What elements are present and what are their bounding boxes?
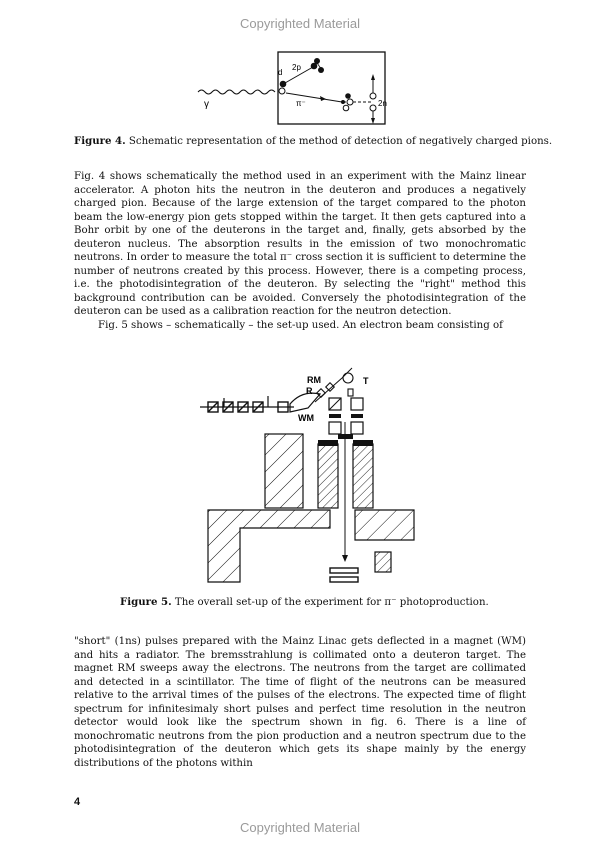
target-circle [343,373,353,383]
figure-4-caption-label: Figure 4. [74,135,126,147]
body-text-bottom [74,635,526,770]
shield-block-mid-b [353,444,373,508]
deuteron-proton [280,81,287,88]
photon-wavy-line [198,90,275,94]
r-label: R [306,386,313,396]
wm-magnet [290,393,320,412]
gamma-label: γ [204,99,209,110]
shield-block-left [265,434,303,508]
floor-shielding [208,510,330,582]
wm-label: WM [298,413,314,423]
watermark-bottom: Copyrighted Material [240,820,360,835]
rm-label: RM [307,375,321,385]
neutron-out-a [370,93,376,99]
figure-4-caption-text: Schematic representation of the method of detection of negatively charged pions. [128,136,553,147]
shield-block-mid-a [318,444,338,508]
figure-4-diagram [190,50,410,126]
figure-5-caption-label: Figure 5. [120,596,172,608]
absorption-dot [345,93,351,99]
neutron-out-b [370,105,376,111]
neutron-circle [279,88,285,94]
figure-5-caption [120,596,489,609]
paragraph-1: Fig. 4 shows schematically the method used in an experiment with the Mainz linear accelerator. A photon hits the neutron in the deuteron and produces a negatively charged pion. Because of the large extension of the target compared to the photon beam the low-energy pion gets stopped within the target. It then gets captured into a Bohr orbit by one of the deuterons in the target and, finally, gets absorbed by the deuteron nucleus. The absorption results in the emission of two monochromatic neutrons. In order to measure the total π⁻ cross section it is sufficient to determine the number of neutrons created by this process. However, there is a competing process, i.e. the photodisintegration of the deuteron. By selecting the "right" method this background contribution can be avoided. Conversely the photodisintegration of the deuteron can be used as a calibration reaction for the neutron detection. [74,171,526,318]
pi-minus-label: π⁻ [296,99,306,108]
figure-5-diagram [190,360,420,592]
watermark-top: Copyrighted Material [240,16,360,31]
figure-4-caption [74,135,552,148]
proton-dot-c [318,67,324,73]
figure-5-caption-text: The overall set-up of the experiment for π⁻ photoproduction. [174,597,489,608]
page-number: 4 [74,796,81,808]
paragraph-3: "short" (1ns) pulses prepared with the Mainz Linac gets deflected in a magnet (WM) and hits a radiator. The bremsstrahlung is collimated onto a deuteron target. The magnet RM sweeps away the electrons. The neutrons from the target are collimated and detected in a scintillator. The time of flight of the neutrons can be measured relative to the arrival times of the pulses of the electrons. The expected time of flight spectrum for infinitesimaly short pulses and perfect time resolution in the neutron detector would look like the spectrum shown in fig. 6. There is a line of monochromatic neutrons from the pion production and a neutron spectrum due to the photodisintegration of the deuteron which gets its shape mainly by the energy distributions of the photons within [74,636,526,769]
neutron-detector [330,568,358,573]
two-p-label: 2p [292,63,301,72]
body-text-top [74,170,526,333]
two-n-label: 2n [378,99,387,108]
paragraph-2: Fig. 5 shows – schematically – the set-up used. An electron beam consisting of [98,320,503,332]
d-label: d [278,68,283,77]
t-label: T [363,376,369,386]
